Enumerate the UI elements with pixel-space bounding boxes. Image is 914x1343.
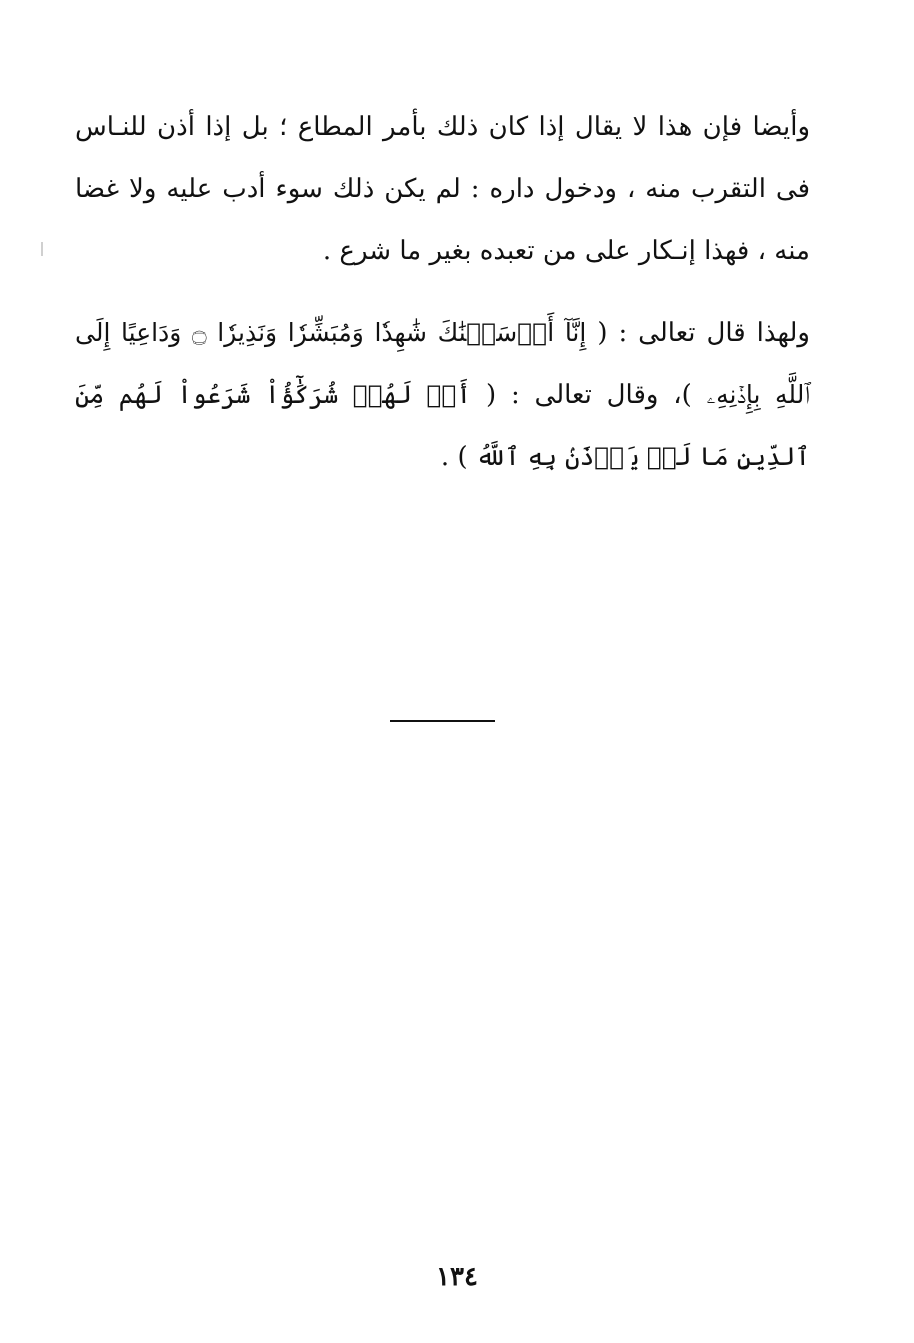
section-divider bbox=[390, 720, 495, 722]
paragraph-2 bbox=[75, 302, 810, 488]
quran-verse-1: إِنَّآ أَرۡسَلۡنَٰكَ شَٰهِدٗا وَمُبَشِّرٗا وَنَذِيرٗا ۝ وَدَاعِيًا إِلَى ٱللَّهِ بِإِذۡنِهِۦ bbox=[75, 318, 811, 409]
paragraph-2-end: ) . bbox=[440, 442, 468, 472]
paragraph-1: وأيضا فإن هذا لا يقال إذا كان ذلك بأمر المطاع ؛ بل إذا أذن للنـاس فى التقرب منه ، ودخول داره : لم يكن ذلك سوء أدب عليه ولا غضا منه ، فهذا إنـكار على من تعبده بغير ما شرع . bbox=[75, 112, 810, 266]
page-number: ١٣٤ bbox=[436, 1262, 478, 1292]
quran-verse-2: أَمۡ لَهُمۡ شُرَكَٰٓؤُاْ شَرَعُواْ لَهُم مِّنَ ٱلدِّينِ مَا لَمۡ يَأۡذَنۢ بِهِ ٱللَّهُ bbox=[75, 380, 810, 471]
paragraph-2-intro: ولهذا قال تعالى : ( bbox=[597, 318, 810, 348]
scan-margin-mark bbox=[41, 242, 43, 256]
paragraph-2-middle: )، وقال تعالى : ( bbox=[486, 380, 692, 410]
